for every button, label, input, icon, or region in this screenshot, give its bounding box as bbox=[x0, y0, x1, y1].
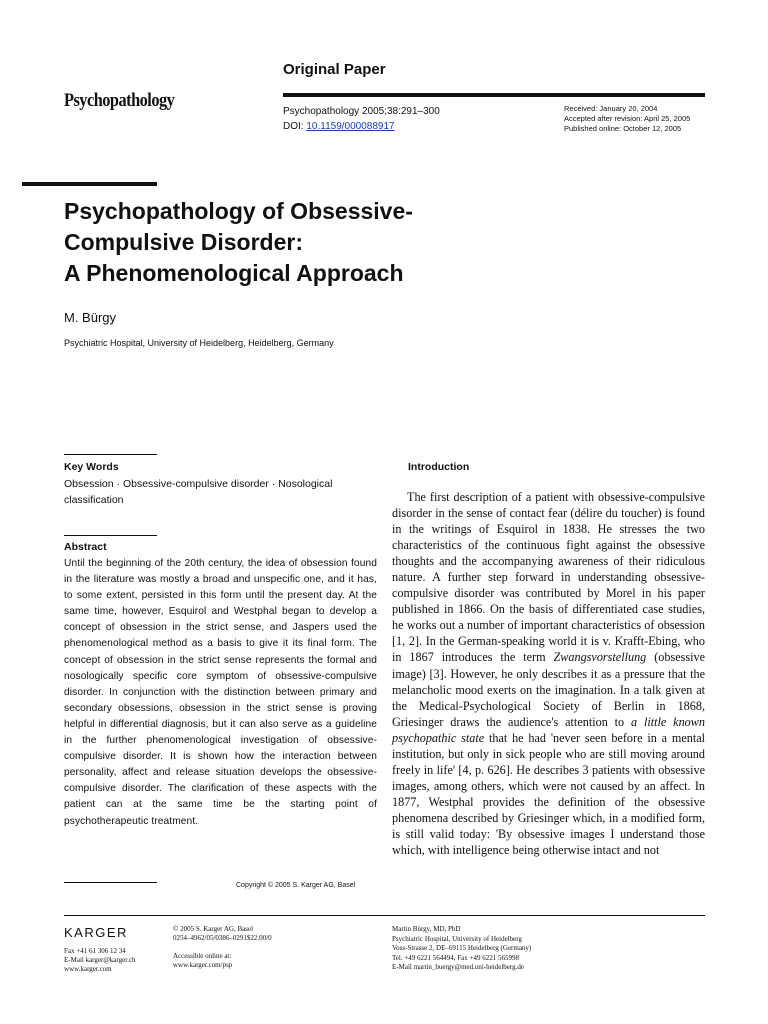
publisher-web-link[interactable]: www.karger.com bbox=[64, 965, 112, 973]
abstract-end-rule bbox=[64, 882, 157, 883]
doi-line bbox=[283, 119, 440, 134]
correspondence-block bbox=[392, 925, 531, 973]
publisher-fax: Fax +41 61 306 12 34 bbox=[64, 947, 126, 955]
footer-rule bbox=[64, 915, 705, 916]
journal-logo: Psychopathology bbox=[64, 90, 175, 111]
accepted-date: Accepted after revision: April 25, 2005 bbox=[564, 114, 691, 123]
received-date: Received: January 20, 2004 bbox=[564, 104, 658, 113]
doi-label: DOI: bbox=[283, 121, 304, 132]
intro-italic-term: Zwangsvorstellung bbox=[553, 650, 647, 665]
title-line: Compulsive Disorder: bbox=[64, 229, 303, 255]
citation-text: Psychopathology 2005;38:291–300 bbox=[283, 106, 440, 117]
keywords-heading: Key Words bbox=[64, 461, 119, 473]
publisher-logo: KARGER bbox=[64, 925, 128, 940]
abstract-rule bbox=[64, 535, 157, 536]
published-date: Published online: October 12, 2005 bbox=[564, 124, 682, 133]
footer-copyright: © 2005 S. Karger AG, Basel bbox=[173, 925, 254, 933]
access-label: Accessible online at: bbox=[173, 952, 232, 960]
footer-issn: 0254–4962/05/0386–0291$22.00/0 bbox=[173, 934, 272, 942]
paper-type-label: Original Paper bbox=[283, 61, 386, 78]
author-name: M. Bürgy bbox=[64, 310, 117, 325]
doi-link[interactable]: 10.1159/000088917 bbox=[306, 121, 395, 132]
corr-institution: Psychiatric Hospital, University of Heidelberg bbox=[392, 934, 522, 943]
corr-address: Voss-Strasse 2, DE–69115 Heidelberg (Germany) bbox=[392, 944, 532, 952]
title-accent-bar bbox=[22, 182, 157, 186]
article-title bbox=[64, 196, 413, 289]
abstract-text: Until the beginning of the 20th century, the idea of obsession found in the literature was mostly a broad and unspecific one, and it has, to some extent, persisted in this form until the present day. At the same time, however, Esquirol and Westphal began to develop a concept of obsession in the strict sense, and Jaspers used the phenomenological method as a basis to give it its final form. The concept of obsession in the strict sense represents the formal and nosologically specific core symptom of obsessive-compulsive disorder. In conjunction with the distinction between primary and secondary obsessions, obsession in the strict sense is proving helpful in differential diagnosis, but it can also serve as a guideline in the further phenomenological investigation of obsessive-compulsive disorder. It is shown how the interaction between personality, affect and release situation develops the obsessive-compulsive disorder. The clarification of these aspects with the patient can at the same time be the starting point of psychotherapeutic treatment. bbox=[64, 558, 377, 827]
intro-italic-phrase: a little known psychopathic state bbox=[392, 714, 705, 745]
introduction-heading: Introduction bbox=[408, 461, 470, 473]
corr-name: Martin Bürgy, MD, PhD bbox=[392, 925, 461, 933]
corr-phone: Tel. +49 6221 564494, Fax +49 6221 565998 bbox=[392, 953, 519, 962]
intro-text-part: (obsessive image) [3]. However, he only describes it as a pressure that the melancholic mood exerts on the imagination. In a talk given at the Medical-Psychological Society of Berlin in 1868, Griesinger draws the audience's attention to bbox=[392, 650, 705, 729]
abstract-heading: Abstract bbox=[64, 541, 107, 553]
introduction-text bbox=[392, 489, 705, 858]
header-rule bbox=[283, 93, 705, 97]
publication-info bbox=[173, 925, 272, 970]
title-line: A Phenomenological Approach bbox=[64, 260, 404, 286]
author-affiliation: Psychiatric Hospital, University of Heidelberg, Heidelberg, Germany bbox=[64, 338, 334, 348]
intro-text-part: that he had 'never seen before in a mental institution, but only in sick people who are still moving around freely in life' [4, p. 626]. He describes 3 patients with obsessive images, among others, which were not caused by an affect. In 1877, Westphal provides the definition of the obsessive phenomena described by Griesinger which, in a modified form, is still valid today: 'By obsessive images I understand those which, with intelligence being otherwise intact and not bbox=[392, 730, 706, 858]
publisher-email: E-Mail karger@karger.ch bbox=[64, 956, 136, 964]
citation-block bbox=[283, 104, 440, 134]
access-url-link[interactable]: www.karger.com/psp bbox=[173, 961, 233, 969]
intro-text-part: The first description of a patient with obsessive-compulsive disorder in the sense of contact fear (délire du toucher) is found in the writings of Esquirol in 1838. He stresses the two characteristics of the continuous fight against the obsessive thoughts and the accompanying awareness of their ridiculous nature. A further step forward in understanding obsessive-compulsive disorder was contributed by Morel in his paper published in 1866. On the basis of differentiated case studies, he works out a number of important characteristics of obsession [1, 2]. In the German-speaking world it is v. Krafft-Ebing, who in 1867 introduces the term bbox=[392, 490, 705, 665]
keywords-text: Obsession · Obsessive-compulsive disorder · Nosological classification bbox=[64, 478, 333, 506]
article-dates bbox=[564, 104, 690, 134]
publisher-contact bbox=[64, 947, 136, 974]
corr-email-link[interactable]: E-Mail martin_buergy@med.uni-heidelberg.de bbox=[392, 963, 524, 971]
abstract-copyright: Copyright © 2005 S. Karger AG, Basel bbox=[236, 882, 356, 889]
keywords-rule bbox=[64, 454, 157, 455]
title-line: Psychopathology of Obsessive- bbox=[64, 198, 413, 224]
